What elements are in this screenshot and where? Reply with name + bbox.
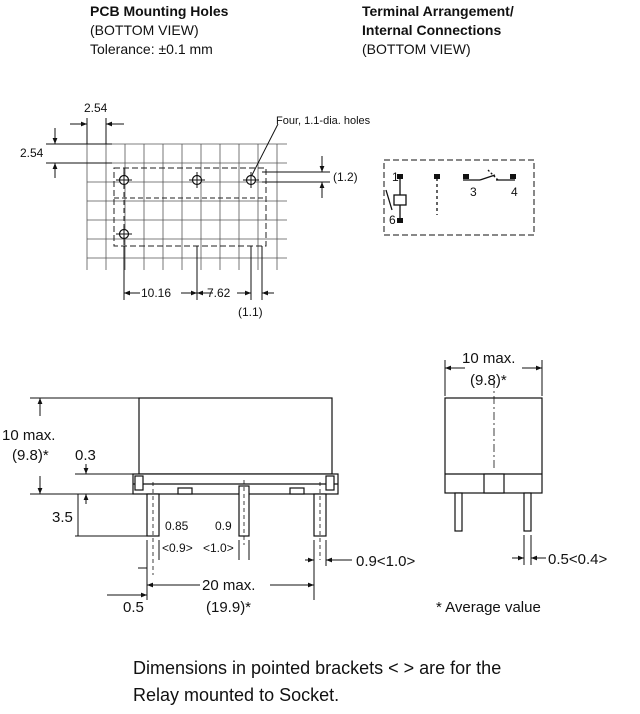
side-width-avg: (9.8)* bbox=[470, 372, 507, 389]
front-pin-w1-socket: <0.9> bbox=[162, 541, 193, 555]
pcb-holes-title: PCB Mounting Holes bbox=[90, 3, 229, 19]
dim-top-label: 2.54 bbox=[84, 101, 108, 115]
dim-right-label: (1.2) bbox=[333, 170, 358, 184]
front-pin-w1: 0.85 bbox=[165, 519, 189, 533]
front-pin-thickness: 0.9<1.0> bbox=[356, 553, 416, 570]
pin-4-label: 4 bbox=[511, 185, 518, 199]
dim-right-line bbox=[262, 156, 330, 198]
dim-top-line bbox=[70, 118, 124, 144]
pin-1-label: 1 bbox=[392, 170, 399, 184]
terminal-title-line2: Internal Connections bbox=[362, 22, 502, 38]
front-offset: 0.5 bbox=[123, 599, 144, 616]
footnote-line2: Relay mounted to Socket. bbox=[133, 685, 340, 705]
dim-bottom-b: 7.62 bbox=[207, 286, 231, 300]
terminal-title-line1: Terminal Arrangement/ bbox=[362, 3, 514, 19]
side-width-max: 10 max. bbox=[462, 350, 516, 367]
average-note: * Average value bbox=[436, 599, 541, 616]
terminal-subtitle: (BOTTOM VIEW) bbox=[362, 41, 471, 57]
front-height-max: 10 max. bbox=[2, 427, 56, 444]
pcb-tolerance: Tolerance: ±0.1 mm bbox=[90, 41, 213, 57]
pcb-hole bbox=[120, 176, 256, 239]
relay-side-body bbox=[445, 398, 542, 531]
front-gap: 0.3 bbox=[75, 447, 96, 464]
front-width-max: 20 max. bbox=[202, 577, 256, 594]
side-pin-thickness: 0.5<0.4> bbox=[548, 551, 608, 568]
pcb-hole-crosshair bbox=[116, 172, 259, 242]
front-height-avg: (9.8)* bbox=[12, 447, 49, 464]
terminal-schematic bbox=[386, 170, 515, 220]
holes-leader bbox=[252, 124, 278, 175]
dim-bottom-c: (1.1) bbox=[238, 305, 263, 319]
front-pin-w2-socket: <1.0> bbox=[203, 541, 234, 555]
pin-3-label: 3 bbox=[470, 185, 477, 199]
front-pin-w2: 0.9 bbox=[215, 519, 232, 533]
relay-front-body bbox=[133, 398, 338, 536]
pin-6-label: 6 bbox=[389, 213, 396, 227]
dim-bottom-a: 10.16 bbox=[141, 286, 172, 300]
terminal-pin-marks bbox=[397, 174, 516, 223]
pcb-holes-subtitle: (BOTTOM VIEW) bbox=[90, 22, 199, 38]
dim-left-line bbox=[46, 128, 112, 178]
front-pin-length: 3.5 bbox=[52, 509, 73, 526]
pcb-grid bbox=[87, 144, 287, 270]
front-width-avg: (19.9)* bbox=[206, 599, 252, 616]
dim-left-label: 2.54 bbox=[20, 146, 44, 160]
footnote-line1: Dimensions in pointed brackets < > are for the bbox=[133, 658, 502, 678]
holes-note: Four, 1.1-dia. holes bbox=[276, 115, 371, 127]
socket-footnote bbox=[133, 655, 501, 709]
